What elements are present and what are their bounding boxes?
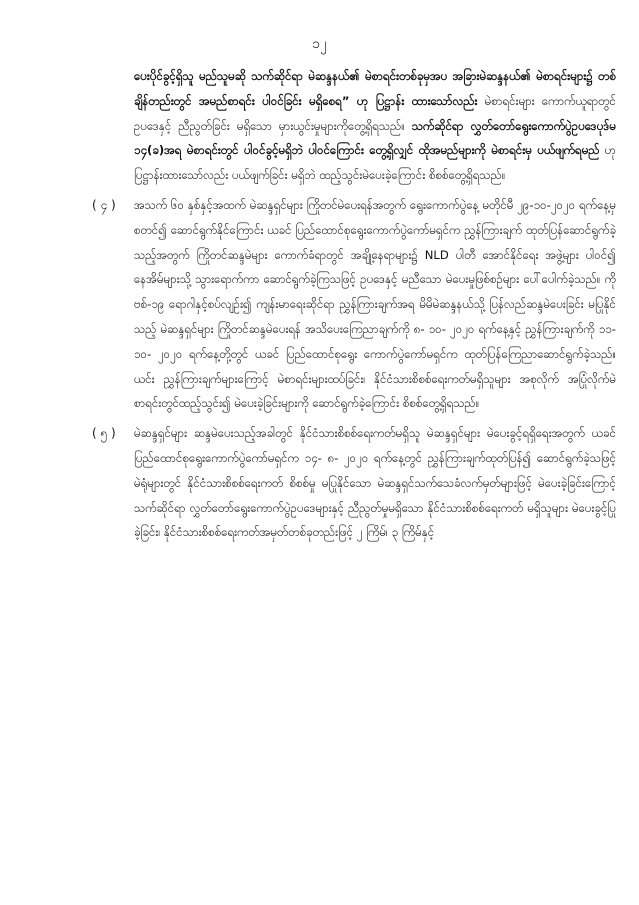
page-number: ၁၂ xyxy=(312,36,327,52)
intro-paragraph xyxy=(134,64,616,188)
list-item-5-text: မဲဆန္ဒရှင်များ ဆန္ဒမဲပေးသည့်အခါတွင် နိုင်ငံသားစိစစ်ရေးကတ်မရှိသူ မဲဆန္ဒရှင်များ မဲပေးခွင့်ရရှိရေးအတွက် ယခင် ပြည်ထောင်စုရွေးကောက်ပွဲကော်မရှင်က ၁၄- ၈- ၂၀၂၀ ရက်နေ့တွင် ညွှန်ကြားချက်ထုတ်ပြန်၍ ဆောင်ရွက်ခဲ့သဖြင့် မဲရုံများတွင် နိုင်ငံသားစိစစ်ရေးကတ် စိစစ်မှု မပြုနိုင်သော မဲဆန္ဒရှင်သက်သေခံလက်မှတ်များဖြင့် မဲပေးခဲ့ခြင်းကြောင့် သက်ဆိုင်ရာ လွှတ်တော်ရွေးကောက်ပွဲဥပဒေများနှင့် ညီညွတ်မှုမရှိသော နိုင်ငံသားစိစစ်ရေးကတ် မရှိသူများ မဲပေးခွင့်ပြုခဲ့ခြင်း၊ နိုင်ငံသားစိစစ်ရေးကတ်အမှတ်တစ်ခုတည်းဖြင့် ၂ ကြိမ်၊ ၃ ကြိမ်နှင့် xyxy=(134,426,616,540)
list-item-4 xyxy=(92,193,616,416)
intro-second-bold: သက်ဆိုင်ရာ လွှတ်တော်ရွေးကောက်ပွဲဥပဒေပုဒ်မ ၁၄(ခ)အရ မဲစာရင်းတွင် ပါဝင်ခွင့်မရှိဘဲ ပါဝင်ကြောင်း တွေ့ရှိလျှင် ထိုအမည်များကို မဲစာရင်းမှ ပယ်ဖျက်ရမည် xyxy=(134,118,616,158)
list-item-4-text: အသက် ၆၀ နှစ်နှင့်အထက် မဲဆန္ဒရှင်များ ကြိုတင်မဲပေးရန်အတွက် ရွေးကောက်ပွဲနေ့ မတိုင်မီ ၂၉-၁၀-၂၀၂၀ ရက်နေ့မှစတင်၍ ဆောင်ရွက်နိုင်ကြောင်း ယခင် ပြည်ထောင်စုရွေးကောက်ပွဲကော်မရှင်က ညွှန်ကြားချက် ထုတ်ပြန်ဆောင်ရွက်ခဲ့သည့်အတွက် ကြိုတင်ဆန္ဒမဲများ ကောက်ခံရာတွင် အချို့နေရာများ၌ NLD ပါတီ အောင်နိုင်ရေး အဖွဲ့များ ပါဝင်၍ နေအိမ်များသို့ သွားရောက်ကာ ဆောင်ရွက်ခဲ့ကြသဖြင့် ဥပဒေနှင့် မညီသော မဲပေးမှုဖြစ်စဉ်များ ပေါ်ပေါက်ခဲ့သည်။ ကိုဗစ်-၁၉ ရောဂါနှင့်စပ်လျဉ်း၍ ကျန်းမာရေးဆိုင်ရာ ညွှန်ကြားချက်အရ မိမိမဲဆန္ဒနယ်သို့ ပြန်လည်ဆန္ဒမဲပေးခြင်း မပြုနိုင်သည့် မဲဆန္ဒရှင်များ ကြိုတင်ဆန္ဒမဲပေးရန် အသိပေးကြေညာချက်ကို ၈- ၁၀- ၂၀၂၀ ရက်နေ့နှင့် ညွှန်ကြားချက်ကို ၁၁- ၁၀- ၂၀၂၀ ရက်နေ့တို့တွင် ယခင် ပြည်ထောင်စုရွေး ကောက်ပွဲကော်မရှင်က ထုတ်ပြန်ကြေညာဆောင်ရွက်ခဲ့သည်။ ယင်း ညွှန်ကြားချက်များကြောင့် မဲစာရင်းများထပ်ခြင်း၊ နိုင်ငံသားစိစစ်ရေးကတ်မရှိသူများ အစုလိုက် အပြုံလိုက်မဲစာရင်းတွင်ထည့်သွင်း၍ မဲပေးခဲ့ခြင်းများကို ဆောင်ရွက်ခဲ့ကြောင်း စိစစ်တွေ့ရှိရသည်။ xyxy=(134,197,616,411)
document-body xyxy=(92,64,616,545)
list-item-5 xyxy=(92,421,616,545)
list-marker-5: ( ၅ ) xyxy=(92,426,116,441)
intro-middle-text: မဲစာရင်းများ ကောက်ယူရာတွင် ဥပဒေနှင့် ညီညွတ်ခြင်း မရှိသော မှားယွင်းမှုများကိုတွေ့ရှိရသည်။ xyxy=(134,93,616,133)
list-marker-4: ( ၄ ) xyxy=(92,197,116,212)
intro-lead-bold: ပေးပိုင်ခွင့်ရှိသူ မည်သူမဆို သက်ဆိုင်ရာ မဲဆန္ဒနယ်၏ မဲစာရင်းတစ်ခုမှအပ အခြားမဲဆန္ဒနယ်၏ မဲစာရင်းများ၌ တစ်ချိန်တည်းတွင် အမည်စာရင်း ပါဝင်ခြင်း မရှိစေရ” ဟု ပြဋ္ဌာန်း ထားသော်လည်း xyxy=(134,69,616,108)
intro-tail-text: ဟု ပြဋ္ဌာန်းထားသော်လည်း ပယ်ဖျက်ခြင်း မရှိဘဲ ထည့်သွင်းမဲပေးခဲ့ကြောင်း စိစစ်တွေ့ရှိရသည်။ xyxy=(134,143,616,183)
